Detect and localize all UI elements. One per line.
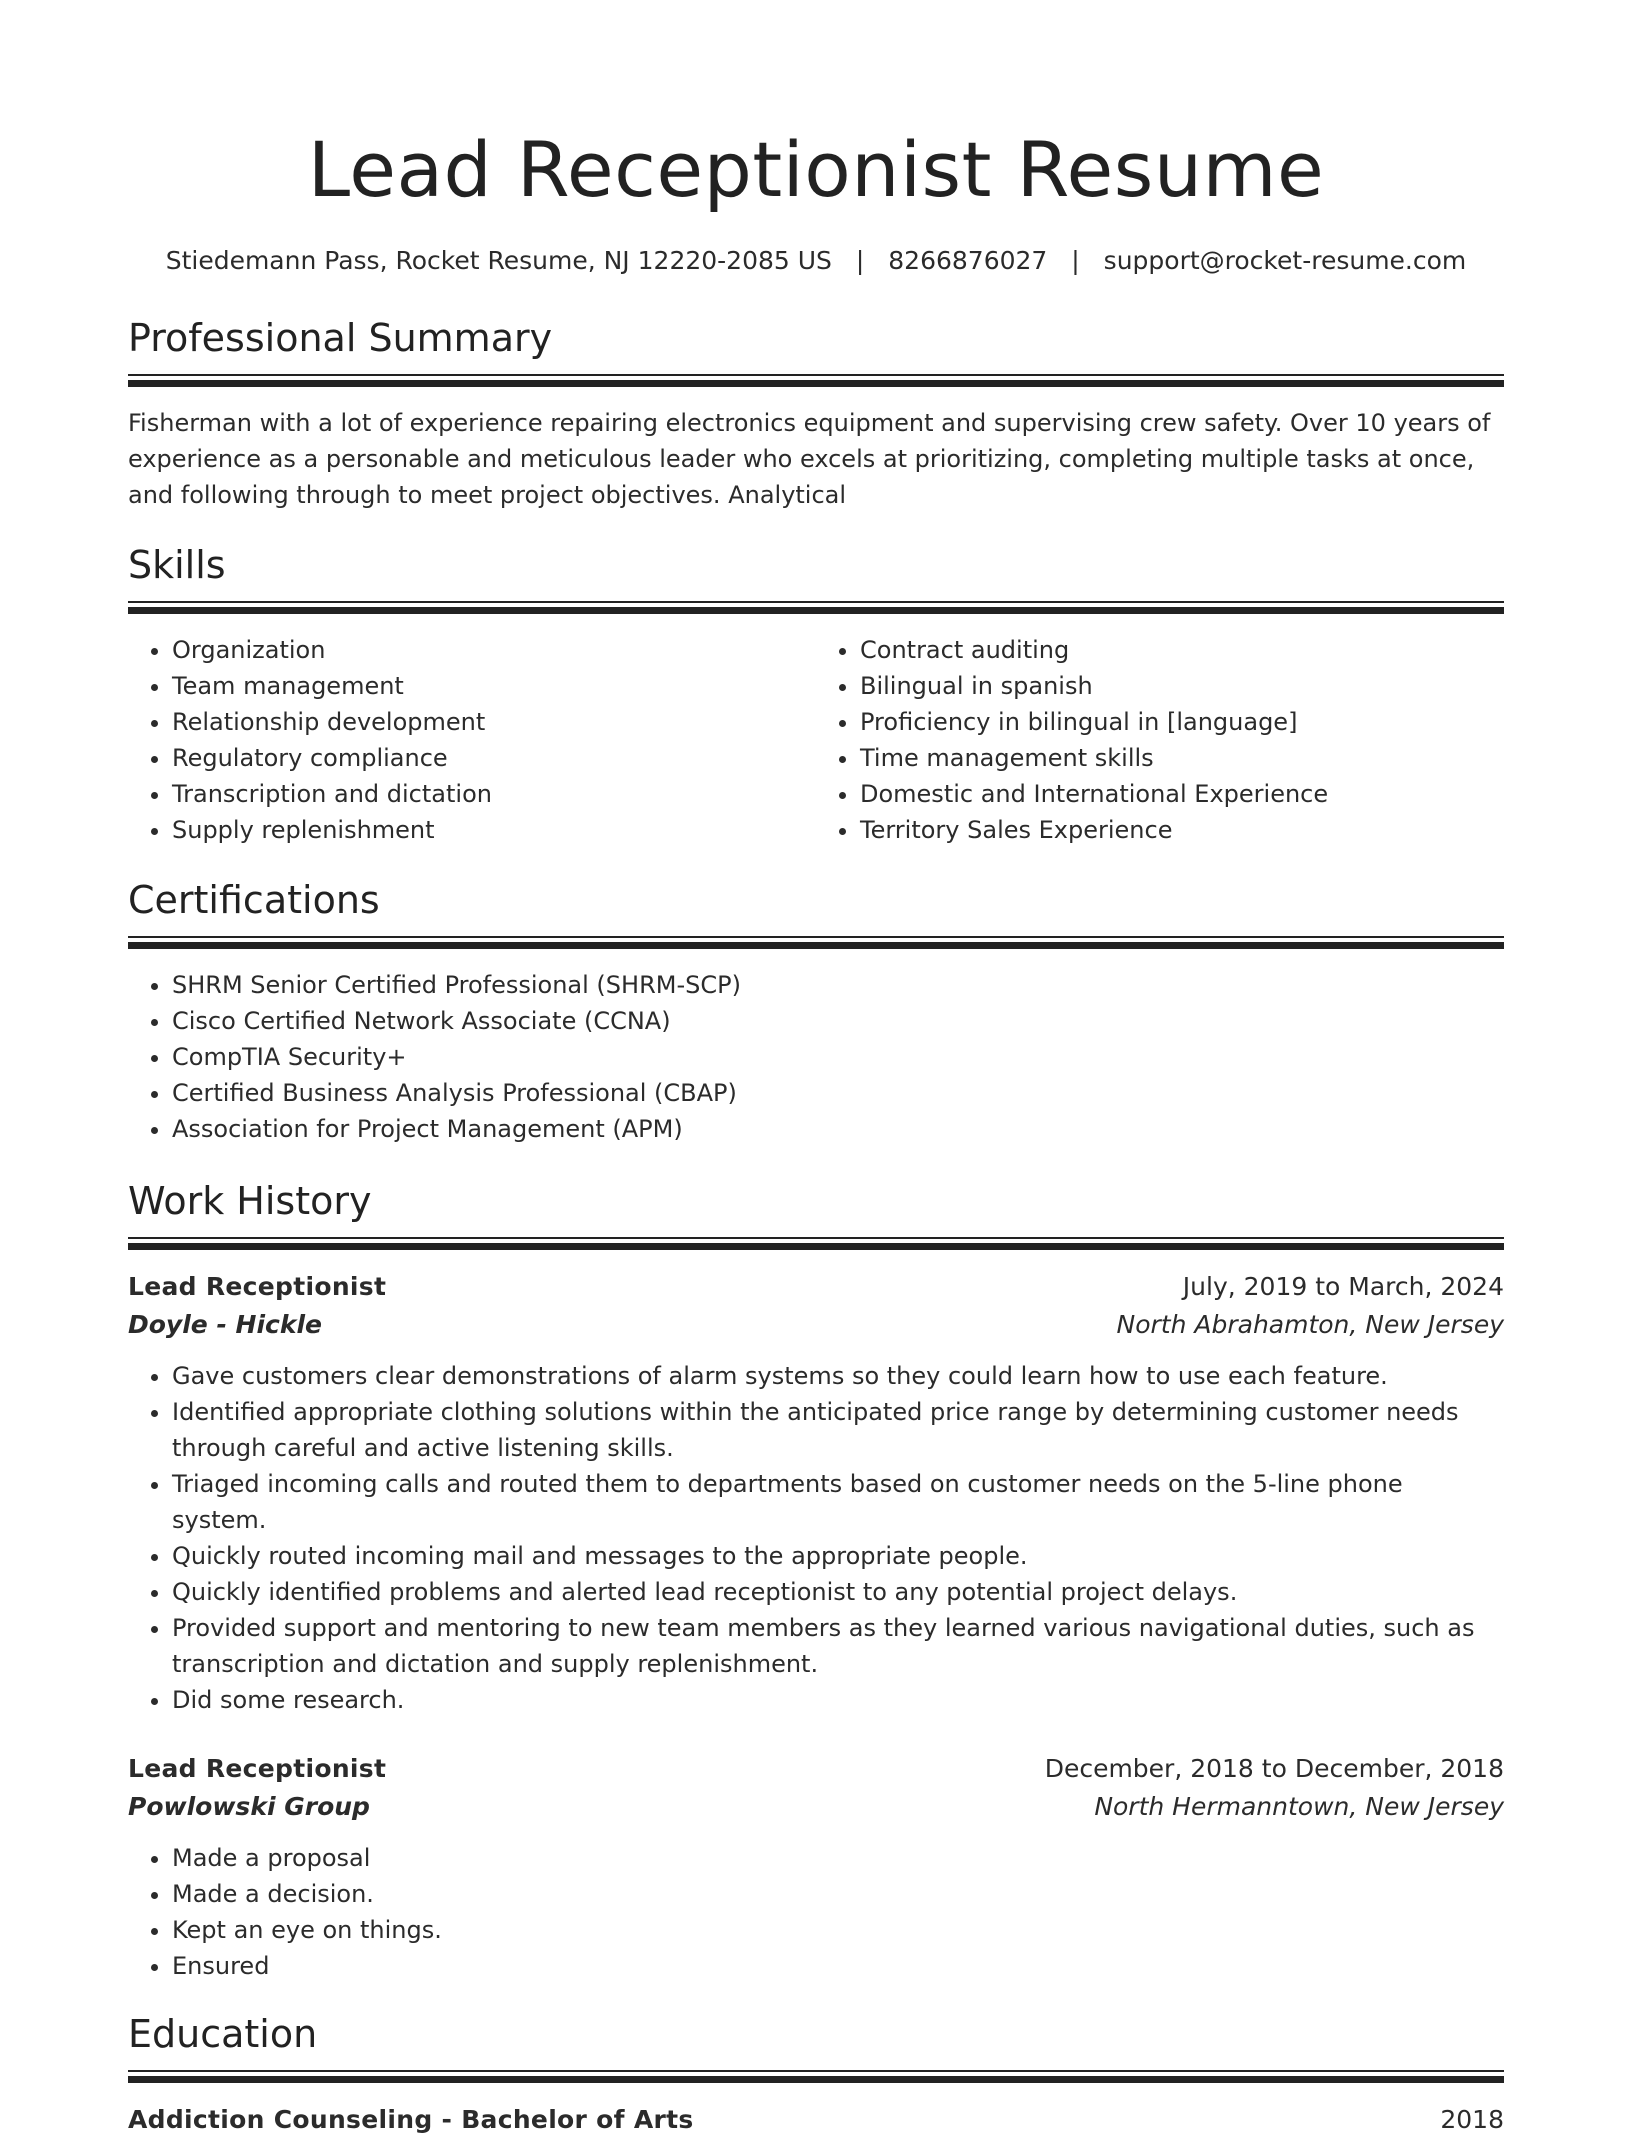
resume-title: Lead Receptionist Resume — [307, 125, 1325, 214]
job-location: North Abrahamton, New Jersey — [1116, 1310, 1504, 1339]
job-bullet: • Identified appropriate clothing solutions within the anticipated price range by determining customer needs through careful and active listening skills. — [172, 1394, 1504, 1466]
job-bullet: • Quickly routed incoming mail and messages to the appropriate people. — [172, 1538, 1504, 1574]
job-entry — [128, 1750, 1504, 1984]
job-bullet: • Made a proposal — [172, 1840, 1504, 1876]
education-degree: Addiction Counseling - Bachelor of Arts — [128, 2105, 694, 2134]
job-bullet: • Triaged incoming calls and routed them to departments based on customer needs on the 5-line phone system. — [172, 1466, 1504, 1538]
contact-address: Stiedemann Pass, Rocket Resume, NJ 12220-2085 US — [165, 246, 832, 275]
job-bullet: • Quickly identified problems and alerted lead receptionist to any potential project delays. — [172, 1574, 1504, 1610]
job-header — [128, 1750, 1504, 1788]
skills-list-right — [816, 632, 1504, 848]
skill-item: • Time management skills — [860, 740, 1504, 776]
skill-item: • Territory Sales Experience — [860, 812, 1504, 848]
education-entry — [128, 2101, 1504, 2139]
certifications-list — [128, 967, 1504, 1147]
contact-phone: 8266876027 — [888, 246, 1048, 275]
section-heading-work-history: Work History — [128, 1179, 372, 1223]
section-divider — [128, 2070, 1504, 2083]
job-company: Powlowski Group — [128, 1792, 370, 1821]
section-divider — [128, 936, 1504, 949]
job-bullet: • Made a decision. — [172, 1876, 1504, 1912]
skill-item: • Organization — [172, 632, 816, 668]
job-title: Lead Receptionist — [128, 1754, 387, 1783]
certification-item: • Association for Project Management (APM) — [172, 1111, 1504, 1147]
certification-item: • CompTIA Security+ — [172, 1039, 1504, 1075]
skill-item: • Proficiency in bilingual in [language] — [860, 704, 1504, 740]
skill-item: • Transcription and dictation — [172, 776, 816, 812]
job-bullet: • Did some research. — [172, 1682, 1504, 1718]
section-heading-certifications: Certifications — [128, 878, 380, 922]
contact-separator: | — [855, 246, 865, 275]
job-bullet-list — [128, 1840, 1504, 1984]
skills-column-right — [816, 632, 1504, 848]
certifications-section — [128, 876, 1504, 1147]
skill-item: • Domestic and International Experience — [860, 776, 1504, 812]
skill-item: • Relationship development — [172, 704, 816, 740]
job-dates: July, 2019 to March, 2024 — [1182, 1272, 1504, 1301]
job-location: North Hermanntown, New Jersey — [1094, 1792, 1504, 1821]
skill-item: • Regulatory compliance — [172, 740, 816, 776]
job-title: Lead Receptionist — [128, 1272, 387, 1301]
contact-email: support@rocket-resume.com — [1103, 246, 1467, 275]
job-bullet: • Provided support and mentoring to new team members as they learned various navigational duties, such as transcription and dictation and supply replenishment. — [172, 1610, 1504, 1682]
summary-text: Fisherman with a lot of experience repairing electronics equipment and supervising crew safety. Over 10 years of experience as a personable and meticulous leader who excels at prioritizing, completing multiple tasks at once, and following through to meet project objectives. Analytical — [128, 409, 1491, 509]
section-heading-education: Education — [128, 2012, 318, 2056]
skill-item: • Team management — [172, 668, 816, 704]
skills-column-left — [128, 632, 816, 848]
job-bullet: • Gave customers clear demonstrations of alarm systems so they could learn how to use each feature. — [172, 1358, 1504, 1394]
skill-item: • Contract auditing — [860, 632, 1504, 668]
contact-line — [128, 244, 1504, 278]
job-subheader — [128, 1306, 1504, 1344]
job-subheader — [128, 1788, 1504, 1826]
job-company: Doyle - Hickle — [128, 1310, 322, 1339]
section-divider — [128, 1237, 1504, 1250]
job-bullet: • Kept an eye on things. — [172, 1912, 1504, 1948]
certification-item: • SHRM Senior Certified Professional (SHRM-SCP) — [172, 967, 1504, 1003]
skill-item: • Supply replenishment — [172, 812, 816, 848]
education-section — [128, 2010, 1504, 2139]
section-heading-skills: Skills — [128, 543, 226, 587]
job-header — [128, 1268, 1504, 1306]
section-divider — [128, 374, 1504, 387]
section-heading-summary: Professional Summary — [128, 316, 553, 360]
section-divider — [128, 601, 1504, 614]
skills-list-left — [128, 632, 816, 848]
certification-item: • Cisco Certified Network Associate (CCNA) — [172, 1003, 1504, 1039]
work-history-section — [128, 1177, 1504, 1984]
job-entry — [128, 1268, 1504, 1718]
job-bullet-list — [128, 1358, 1504, 1718]
skill-item: • Bilingual in spanish — [860, 668, 1504, 704]
contact-separator: | — [1071, 246, 1080, 275]
certification-item: • Certified Business Analysis Professional (CBAP) — [172, 1075, 1504, 1111]
summary-section — [128, 314, 1504, 513]
skills-grid — [128, 632, 1504, 848]
skills-section — [128, 541, 1504, 848]
job-dates: December, 2018 to December, 2018 — [1044, 1754, 1504, 1783]
job-bullet: • Ensured — [172, 1948, 1504, 1984]
education-year: 2018 — [1440, 2105, 1504, 2134]
